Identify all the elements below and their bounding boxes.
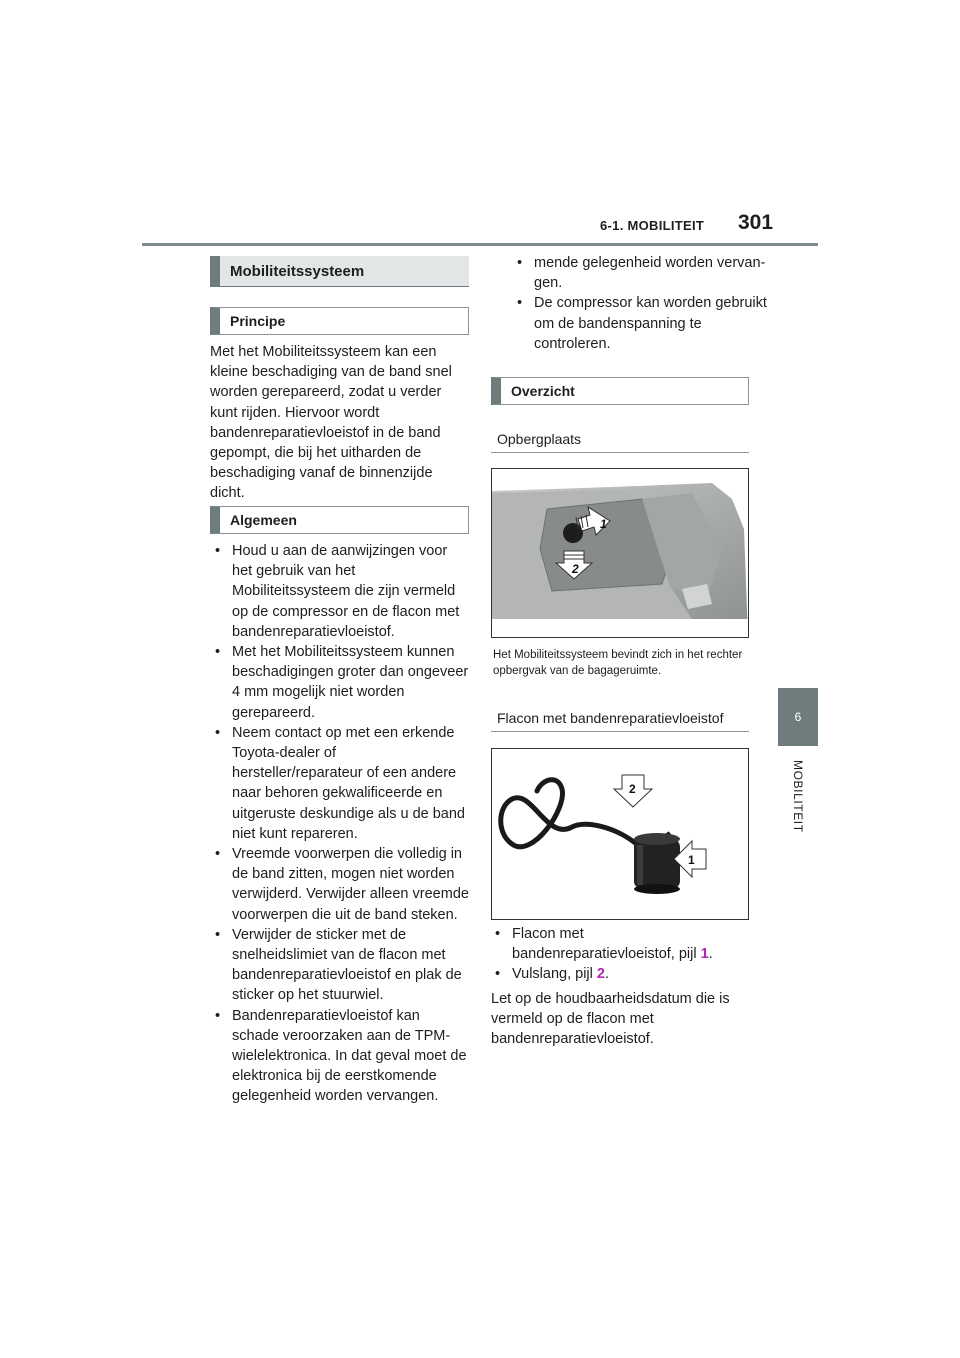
- chapter-title-text: MOBILITEIT: [791, 760, 805, 833]
- principe-text: Met het Mobiliteitssysteem kan een kleine beschadiging van de band snel worden gerepareerd, zodat u verder kunt rijden. Hiervoor wordt bandenreparatievloeistof in de band gepompt, die bij het uitharden de beschadiging vanaf de binnenzijde dicht.: [210, 344, 452, 502]
- hose-item-text: Vulslang, pijl: [512, 966, 597, 983]
- overview-list: [490, 924, 749, 985]
- list-item: • Houd u aan de aanwijzingen voor het gebruik van het Mobiliteitssysteem die zijn vermeld op de compressor en de flacon met bandenreparatievloeistof.: [210, 541, 469, 642]
- storage-arrow-1-label: 1: [600, 517, 607, 531]
- header-rule: [142, 243, 818, 246]
- storage-heading-text: Opbergplaats: [497, 430, 582, 447]
- list-item: • Neem contact op met een erkende Toyota-dealer of hersteller/reparateur of een andere naar behoren gekwalificeerde en uitgeruste deskundige als u de band niet kunt repareren.: [210, 723, 469, 844]
- main-heading: [210, 256, 469, 287]
- storage-heading: [491, 425, 749, 453]
- list-item: • Vreemde voorwerpen die volledig in de band zitten, mogen niet worden verwijderd. Verwijder alleen vreemde voorwerpen die uit de band steken.: [210, 844, 469, 925]
- list-item: • De compressor kan worden gebruikt om de bandenspanning te controleren.: [512, 293, 771, 354]
- algemeen-list: [210, 541, 469, 1107]
- bottle-icon: [634, 833, 680, 894]
- main-heading-text: Mobiliteitssysteem: [230, 262, 365, 280]
- hose-item-end: .: [604, 966, 610, 983]
- bottle-item-text: Flacon met bandenreparatievloeistof, pijl: [512, 926, 701, 963]
- list-item: • Met het Mobiliteitssysteem kunnen beschadigingen groter dan ongeveer 4 mm mogelijk niet worden gerepareerd.: [210, 642, 469, 723]
- arrow-number-1: 1: [700, 946, 709, 963]
- list-item-continued: • mende gelegenheid worden vervan-gen.: [512, 253, 771, 293]
- bottle-figure: [491, 748, 749, 920]
- principe-heading-text: Principe: [230, 313, 286, 329]
- bottle-heading-text: Flacon met bandenreparatievloeistof: [497, 709, 724, 726]
- storage-illustration: [492, 469, 748, 637]
- arrow-number-2: 2: [596, 966, 605, 983]
- list-item: • Verwijder de sticker met de snelheidslimiet van de flacon met bandenreparatievloeistof en plak de sticker op het stuurwiel.: [210, 925, 469, 1006]
- bottle-heading: [491, 704, 749, 732]
- overzicht-heading-text: Overzicht: [511, 383, 575, 399]
- storage-figure: [491, 468, 749, 638]
- bottle-arrow-2-label: 2: [629, 782, 636, 796]
- algemeen-heading-text: Algemeen: [230, 512, 297, 528]
- list-item: • Bandenreparatievloeistof kan schade veroorzaken aan de TPM-wielelektronica. In dat geval moet de elektronica bij de eerstkomende gelegenheid worden vervangen.: [210, 1006, 469, 1107]
- bottle-arrow-1-label: 1: [688, 853, 695, 867]
- chapter-tab: [778, 688, 818, 746]
- principe-heading: [210, 307, 469, 335]
- bottle-illustration: [492, 749, 748, 919]
- expiry-note: Let op de houdbaarheidsdatum die is vermeld op de flacon met bandenreparatievloeistof.: [491, 991, 730, 1048]
- list-item: [490, 924, 749, 964]
- page-number: 301: [738, 211, 774, 234]
- list-item: [490, 964, 749, 984]
- continued-list: [490, 253, 771, 354]
- chapter-number: 6: [794, 710, 802, 724]
- chapter-title: [763, 760, 833, 840]
- algemeen-heading: [210, 506, 469, 534]
- bottle-item-end: .: [708, 946, 713, 963]
- overzicht-heading: [491, 377, 749, 405]
- storage-caption: Het Mobiliteitssysteem bevindt zich in het rechter opbergvak van de bagageruimte.: [493, 649, 743, 677]
- section-label: 6-1. MOBILITEIT: [600, 218, 705, 233]
- storage-arrow-2-label: 2: [572, 562, 579, 576]
